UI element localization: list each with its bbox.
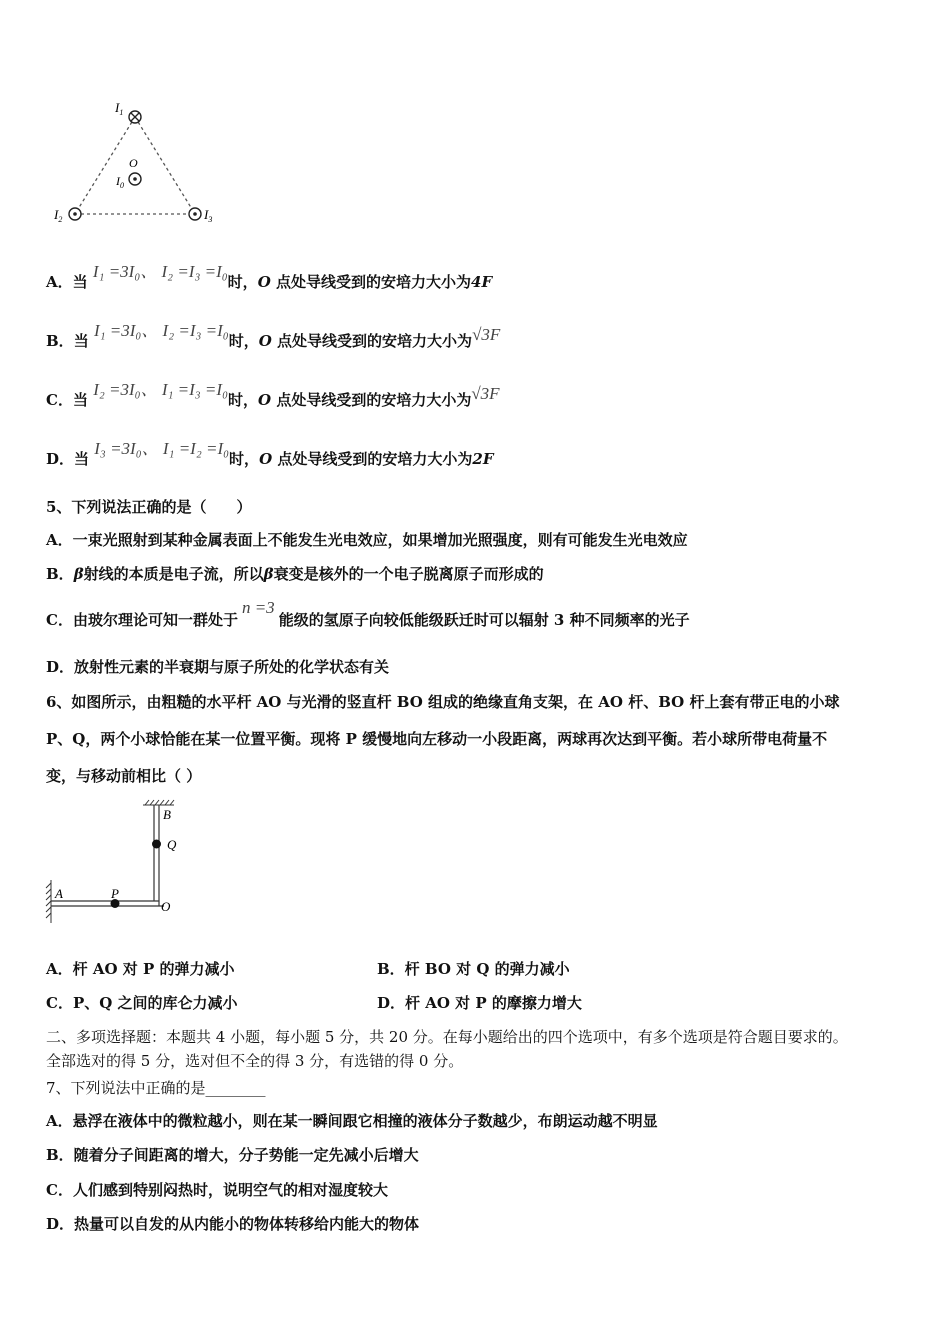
current-condition: I₁ =3I₀、 I₂ =I₃ =I₀: [93, 321, 229, 340]
ceiling-hatch: [143, 800, 174, 805]
label-i1: $I_1$: [115, 100, 124, 117]
rod-bo: [154, 805, 159, 906]
q7-stem: 7、下列说法中正确的是________: [46, 1079, 266, 1097]
current-condition: I₂ =3I₀、 I₁ =I₃ =I₀: [93, 380, 228, 399]
q6-option-c: C．P、Q 之间的库仑力减小: [46, 994, 238, 1012]
q6-stem-line2: P、Q，两个小球恰能在某一位置平衡。现将 P 缓慢地向左移动一小段距离，两球再次达到平衡。若小球所带电荷量不: [46, 730, 828, 748]
q4-option-c: C．当 I₂ =3I₀、 I₁ =I₃ =I₀时，O 点处导线受到的安培力大小为√3F: [46, 380, 500, 409]
current-condition: I₁ =3I₀、 I₂ =I₃ =I₀: [92, 262, 228, 281]
label-b: B: [163, 807, 171, 822]
wall-hatch-left: [46, 880, 51, 923]
q4-option-d: D．当 I₃ =3I₀、 I₁ =I₂ =I₀时，O 点处导线受到的安培力大小为2F: [46, 439, 494, 468]
current-out-of-page-icon: [129, 173, 141, 185]
q5-option-b: B．β射线的本质是电子流，所以β衰变是核外的一个电子脱离原子而形成的: [46, 565, 544, 583]
label-q: Q: [167, 837, 177, 852]
frame-figure: [40, 795, 200, 930]
q6-stem-line1: 6、如图所示，由粗糙的水平杆 AO 与光滑的竖直杆 BO 组成的绝缘直角支架，在 AO 杆、BO 杆上套有带正电的小球: [46, 693, 840, 711]
current-into-page-icon: [129, 111, 141, 123]
q7-option-c: C．人们感到特别闷热时，说明空气的相对湿度较大: [46, 1181, 388, 1199]
q5-stem: 5、下列说法正确的是（ ）: [46, 498, 252, 516]
rod-ao: [51, 901, 164, 906]
ball-q: [152, 840, 161, 849]
current-out-of-page-icon: [69, 208, 81, 220]
label-a: A: [55, 886, 63, 901]
label-p: P: [111, 886, 119, 901]
label-o: O: [129, 156, 138, 170]
q7-option-d: D．热量可以自发的从内能小的物体转移给内能大的物体: [46, 1215, 420, 1233]
q7-option-b: B．随着分子间距离的增大，分子势能一定先减小后增大: [46, 1146, 419, 1164]
q4-option-b: B．当 I₁ =3I₀、 I₂ =I₃ =I₀时，O 点处导线受到的安培力大小为√3F: [46, 321, 501, 350]
q6-stem-line3: 变，与移动前相比（ ）: [46, 767, 202, 785]
q4-option-a: A．当 I₁ =3I₀、 I₂ =I₃ =I₀时，O 点处导线受到的安培力大小为4F: [46, 262, 493, 291]
current-out-of-page-icon: [189, 208, 201, 220]
q6-option-b: B．杆 BO 对 Q 的弹力减小: [377, 960, 570, 978]
section2-heading-line1: 二、多项选择题：本题共 4 小题，每小题 5 分，共 20 分。在每小题给出的四个选项中，有多个选项是符合题目要求的。: [46, 1028, 848, 1046]
q5-option-a: A．一束光照射到某种金属表面上不能发生光电效应，如果增加光照强度，则有可能发生光电效应: [46, 531, 688, 549]
current-condition: I₃ =3I₀、 I₁ =I₂ =I₀: [94, 439, 230, 458]
label-o: O: [161, 899, 171, 914]
label-i3: $I_3$: [204, 207, 213, 224]
q5-option-d: D．放射性元素的半衰期与原子所处的化学状态有关: [46, 658, 390, 676]
q5-option-c: C．由玻尔理论可知一群处于n =3能级的氢原子向较低能级跃迁时可以辐射 3 种不同频率的光子: [46, 598, 690, 629]
q7-option-a: A．悬浮在液体中的微粒越小，则在某一瞬间跟它相撞的液体分子数越少，布朗运动越不明显: [46, 1112, 658, 1130]
current-triangle-figure: [40, 95, 230, 230]
label-i0: $I_0$: [116, 174, 124, 190]
q6-option-a: A．杆 AO 对 P 的弹力减小: [46, 960, 235, 978]
section2-heading-line2: 全部选对的得 5 分，选对但不全的得 3 分，有选错的得 0 分。: [46, 1052, 464, 1070]
q6-option-d: D．杆 AO 对 P 的摩擦力增大: [377, 994, 582, 1012]
label-i2: $I_2$: [54, 207, 63, 224]
energy-level-n: n =3: [241, 598, 275, 617]
